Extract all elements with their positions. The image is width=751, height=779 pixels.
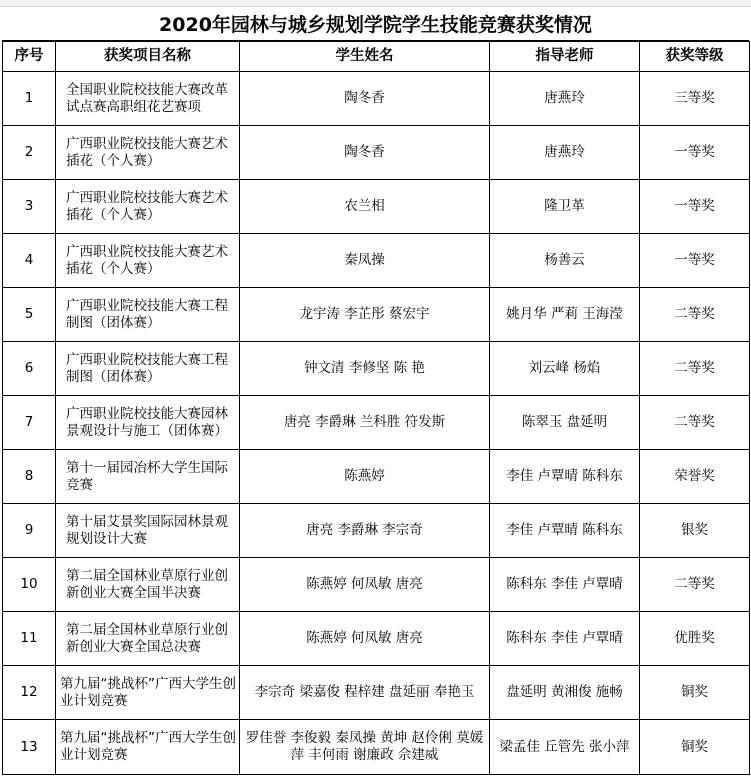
cell-teachers[interactable]: 杨善云: [490, 234, 640, 288]
header-row: [3, 42, 750, 72]
header-no[interactable]: 序号: [3, 42, 56, 72]
cell-level[interactable]: 二等奖: [640, 396, 750, 450]
cell-teachers[interactable]: 李佳 卢覃晴 陈科东: [490, 504, 640, 558]
cell-teachers[interactable]: 隆卫革: [490, 180, 640, 234]
cell-students[interactable]: 农兰相: [240, 180, 490, 234]
table-row: [3, 288, 750, 342]
table-row: [3, 126, 750, 180]
cell-students[interactable]: 李宗奇 梁嘉俊 程梓建 盘延丽 奉艳玉: [240, 666, 490, 720]
cell-teachers[interactable]: 梁孟佳 丘管先 张小萍: [490, 720, 640, 775]
cell-teachers[interactable]: 唐燕玲: [490, 126, 640, 180]
sheet-title: 2020年园林与城乡规划学院学生技能竞赛获奖情况: [2, 7, 749, 41]
table-row: [3, 180, 750, 234]
cell-teachers[interactable]: 陈科东 李佳 卢覃晴: [490, 612, 640, 666]
table-row: [3, 72, 750, 126]
cell-no[interactable]: 5: [3, 288, 56, 342]
cell-level[interactable]: 二等奖: [640, 558, 750, 612]
cell-level[interactable]: 银奖: [640, 504, 750, 558]
cell-level[interactable]: 二等奖: [640, 342, 750, 396]
cell-students[interactable]: 罗佳誉 李俊毅 秦凤操 黄坤 赵伶俐 莫媛萍 丰何雨 谢廉政 佘建威: [240, 720, 490, 775]
cell-students[interactable]: 钟文清 李修坚 陈 艳: [240, 342, 490, 396]
cell-teachers[interactable]: 姚月华 严莉 王海滢: [490, 288, 640, 342]
cell-students[interactable]: 唐亮 李爵琳 李宗奇: [240, 504, 490, 558]
cell-teachers[interactable]: 李佳 卢覃晴 陈科东: [490, 450, 640, 504]
cell-prize[interactable]: 第九届“挑战杯”广西大学生创业计划竞赛: [56, 720, 240, 775]
cell-students[interactable]: 秦凤操: [240, 234, 490, 288]
cell-no[interactable]: 13: [3, 720, 56, 775]
cell-teachers[interactable]: 刘云峰 杨焰: [490, 342, 640, 396]
cell-no[interactable]: 7: [3, 396, 56, 450]
cell-prize[interactable]: 广西职业院校技能大赛工程制图（团体赛）: [56, 342, 240, 396]
cell-prize[interactable]: 广西职业院校技能大赛艺术插花（个人赛）: [56, 234, 240, 288]
cell-prize[interactable]: 广西职业院校技能大赛工程制图（团体赛）: [56, 288, 240, 342]
cell-no[interactable]: 8: [3, 450, 56, 504]
cell-no[interactable]: 2: [3, 126, 56, 180]
cell-prize[interactable]: 广西职业院校技能大赛艺术插花（个人赛）: [56, 126, 240, 180]
cell-prize[interactable]: 第二届全国林业草原行业创新创业大赛全国总决赛: [56, 612, 240, 666]
cell-teachers[interactable]: 盘延明 黄湘俊 施畅: [490, 666, 640, 720]
cell-teachers[interactable]: 唐燕玲: [490, 72, 640, 126]
cell-level[interactable]: 二等奖: [640, 288, 750, 342]
table-row: [3, 234, 750, 288]
cell-students[interactable]: 陈燕婷 何凤敏 唐亮: [240, 558, 490, 612]
header-students[interactable]: 学生姓名: [240, 42, 490, 72]
cell-level[interactable]: 荣誉奖: [640, 450, 750, 504]
cell-level[interactable]: 一等奖: [640, 180, 750, 234]
table-row: [3, 450, 750, 504]
cell-students[interactable]: 陈燕婷: [240, 450, 490, 504]
table-row: [3, 666, 750, 720]
header-prize[interactable]: 获奖项目名称: [56, 42, 240, 72]
cell-level[interactable]: 优胜奖: [640, 612, 750, 666]
table-row: [3, 558, 750, 612]
cell-prize[interactable]: 第十届艾景奖国际园林景观规划设计大赛: [56, 504, 240, 558]
cell-prize[interactable]: 广西职业院校技能大赛园林景观设计与施工（团体赛）: [56, 396, 240, 450]
table-row: [3, 612, 750, 666]
cell-students[interactable]: 唐亮 李爵琳 兰科胜 符发斯: [240, 396, 490, 450]
awards-table: [2, 41, 750, 775]
cell-level[interactable]: 铜奖: [640, 666, 750, 720]
cell-no[interactable]: 3: [3, 180, 56, 234]
cell-no[interactable]: 9: [3, 504, 56, 558]
cell-students[interactable]: 陶冬香: [240, 126, 490, 180]
header-teachers[interactable]: 指导老师: [490, 42, 640, 72]
header-level[interactable]: 获奖等级: [640, 42, 750, 72]
table-row: [3, 342, 750, 396]
table-row: [3, 396, 750, 450]
cell-students[interactable]: 龙宇涛 李芷彤 蔡宏宇: [240, 288, 490, 342]
cell-no[interactable]: 11: [3, 612, 56, 666]
cell-level[interactable]: 一等奖: [640, 234, 750, 288]
cell-no[interactable]: 4: [3, 234, 56, 288]
cell-prize[interactable]: 第九届“挑战杯”广西大学生创业计划竞赛: [56, 666, 240, 720]
cell-teachers[interactable]: 陈科东 李佳 卢覃晴: [490, 558, 640, 612]
cell-students[interactable]: 陶冬香: [240, 72, 490, 126]
cell-no[interactable]: 1: [3, 72, 56, 126]
cell-level[interactable]: 一等奖: [640, 126, 750, 180]
table-row: [3, 720, 750, 775]
cell-students[interactable]: 陈燕婷 何凤敏 唐亮: [240, 612, 490, 666]
cell-prize[interactable]: 广西职业院校技能大赛艺术插花（个人赛）: [56, 180, 240, 234]
cell-prize[interactable]: 第十一届园冶杯大学生国际竞赛: [56, 450, 240, 504]
cell-level[interactable]: 铜奖: [640, 720, 750, 775]
cell-level[interactable]: 三等奖: [640, 72, 750, 126]
cell-no[interactable]: 6: [3, 342, 56, 396]
cell-no[interactable]: 10: [3, 558, 56, 612]
column-header-strip: [0, 0, 751, 7]
cell-teachers[interactable]: 陈翠玉 盘延明: [490, 396, 640, 450]
table-row: [3, 504, 750, 558]
cell-prize[interactable]: 第二届全国林业草原行业创新创业大赛全国半决赛: [56, 558, 240, 612]
cell-prize[interactable]: 全国职业院校技能大赛改革试点赛高职组花艺赛项: [56, 72, 240, 126]
cell-no[interactable]: 12: [3, 666, 56, 720]
